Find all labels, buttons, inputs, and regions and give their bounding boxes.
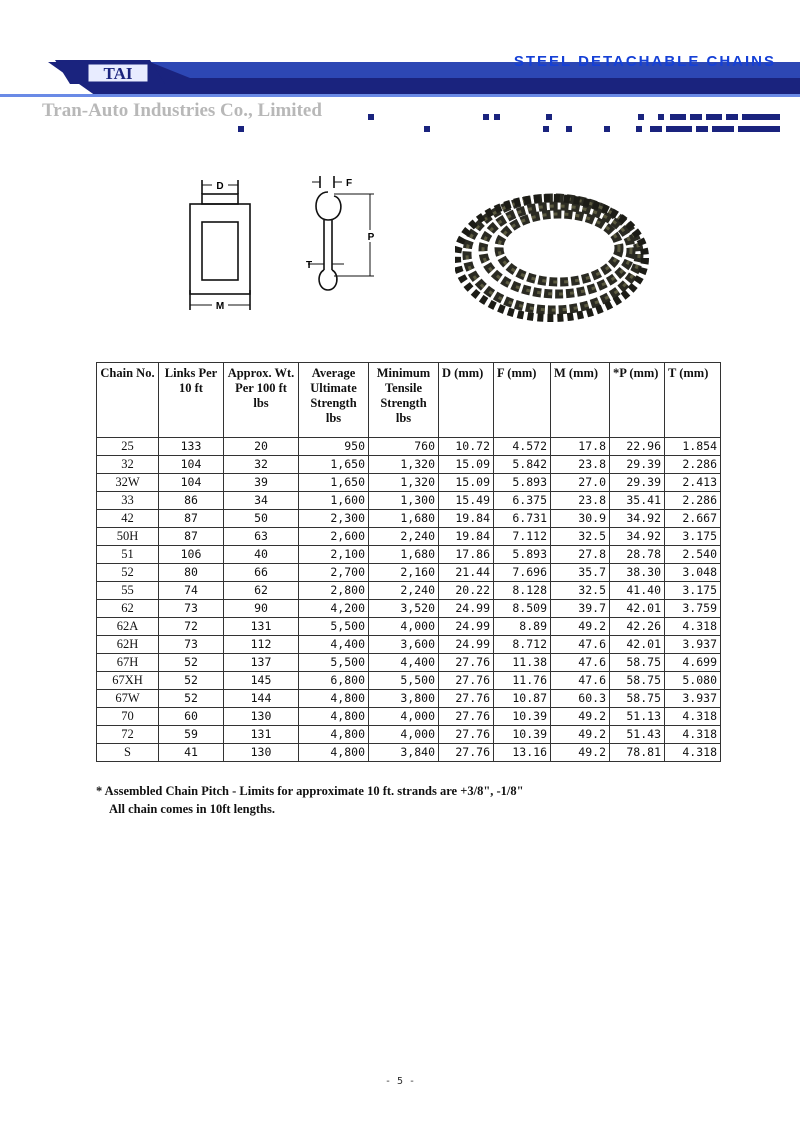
table-cell: 2,600 [299,528,369,546]
col-header: F (mm) [494,363,551,438]
table-cell: 73 [159,600,224,618]
table-cell: 78.81 [610,744,665,762]
col-header: Links Per 10 ft [159,363,224,438]
table-cell: 4,800 [299,708,369,726]
table-cell: 42.01 [610,600,665,618]
table-row [97,492,721,510]
table-cell: 6,800 [299,672,369,690]
table-cell: 2.413 [665,474,721,492]
page-title: STEEL DETACHABLE CHAINS [513,53,776,70]
table-cell: 32 [224,456,299,474]
table-cell: 4,800 [299,726,369,744]
table-cell: 8.128 [494,582,551,600]
col-header: Average Ultimate Strength lbs [299,363,369,438]
table-cell: 34 [224,492,299,510]
table-row [97,726,721,744]
table-cell: 2.540 [665,546,721,564]
table-cell: 4.572 [494,438,551,456]
table-cell: 60 [159,708,224,726]
table-cell: 34.92 [610,510,665,528]
dim-label-d: D [216,181,224,192]
table-cell: 35.41 [610,492,665,510]
table-row [97,474,721,492]
table-row [97,654,721,672]
table-cell: 35.7 [551,564,610,582]
table-cell: 32.5 [551,528,610,546]
table-cell: 52 [159,672,224,690]
table-cell: 23.8 [551,492,610,510]
col-header: Chain No. [97,363,159,438]
table-cell: 49.2 [551,744,610,762]
table-cell: 7.112 [494,528,551,546]
table-cell: 24.99 [439,636,494,654]
table-row [97,546,721,564]
table-cell: 1,650 [299,456,369,474]
table-cell: 5.893 [494,546,551,564]
table-header-row [97,363,721,438]
table-cell: 6.375 [494,492,551,510]
table-cell: 27.0 [551,474,610,492]
table-cell: 5,500 [299,654,369,672]
table-cell: 72 [97,726,159,744]
table-cell: 3,800 [369,690,439,708]
table-cell: 55 [97,582,159,600]
table-cell: 51 [97,546,159,564]
table-cell: 10.72 [439,438,494,456]
table-cell: 38.30 [610,564,665,582]
table-cell: 72 [159,618,224,636]
table-cell: 4,800 [299,690,369,708]
table-body [97,438,721,762]
col-header: Minimum Tensile Strength lbs [369,363,439,438]
table-cell: 3.048 [665,564,721,582]
table-cell: 19.84 [439,510,494,528]
table-cell: 41 [159,744,224,762]
table-cell: 86 [159,492,224,510]
table-cell: 5.080 [665,672,721,690]
col-header: T (mm) [665,363,721,438]
table-row [97,618,721,636]
table-cell: 29.39 [610,474,665,492]
table-cell: 1,680 [369,546,439,564]
table-cell: 5,500 [299,618,369,636]
table-cell: 5,500 [369,672,439,690]
table-row [97,708,721,726]
table-cell: 4,400 [369,654,439,672]
table-cell: 22.96 [610,438,665,456]
col-header: M (mm) [551,363,610,438]
header-rule [0,94,800,97]
table-cell: 15.49 [439,492,494,510]
table-cell: 2,800 [299,582,369,600]
table-cell: 3.937 [665,636,721,654]
table-cell: 19.84 [439,528,494,546]
table-cell: 2,100 [299,546,369,564]
dim-label-t: T [306,260,313,271]
table-cell: 10.39 [494,726,551,744]
col-header: *P (mm) [610,363,665,438]
table-cell: 74 [159,582,224,600]
table-cell: 4,800 [299,744,369,762]
table-cell: 70 [97,708,159,726]
table-row [97,438,721,456]
table-cell: 17.8 [551,438,610,456]
table-cell: 52 [159,690,224,708]
table-cell: 131 [224,726,299,744]
table-cell: 8.712 [494,636,551,654]
table-cell: 950 [299,438,369,456]
table-cell: 104 [159,456,224,474]
table-cell: 2.667 [665,510,721,528]
table-row [97,600,721,618]
company-name: Tran-Auto Industries Co., Limited [42,100,322,121]
front-view-drawing [180,172,270,317]
table-cell: 60.3 [551,690,610,708]
table-cell: 47.6 [551,636,610,654]
table-cell: 133 [159,438,224,456]
table-cell: 90 [224,600,299,618]
table-cell: 3.175 [665,582,721,600]
table-cell: 3,840 [369,744,439,762]
table-cell: 47.6 [551,672,610,690]
table-cell: 62 [224,582,299,600]
table-cell: 2.286 [665,492,721,510]
table-cell: 1,320 [369,474,439,492]
header-dot-pattern [0,108,800,138]
table-cell: 3,520 [369,600,439,618]
table-cell: 15.09 [439,474,494,492]
table-cell: 62H [97,636,159,654]
table-cell: 4,000 [369,618,439,636]
table-cell: 760 [369,438,439,456]
table-cell: 2,240 [369,528,439,546]
table-cell: 52 [97,564,159,582]
dim-label-p: P [367,232,375,243]
table-cell: 80 [159,564,224,582]
table-cell: 49.2 [551,708,610,726]
table-cell: 145 [224,672,299,690]
table-cell: 4.318 [665,726,721,744]
footnote-pitch: * Assembled Chain Pitch - Limits for approximate 10 ft. strands are +3/8", -1/8" [96,784,524,798]
table-cell: 11.76 [494,672,551,690]
table-cell: 4,200 [299,600,369,618]
table-cell: 106 [159,546,224,564]
table-cell: 4.318 [665,708,721,726]
table-cell: 30.9 [551,510,610,528]
table-cell: 3.937 [665,690,721,708]
page-header [0,0,800,150]
table-cell: 24.99 [439,618,494,636]
table-row [97,690,721,708]
table-cell: 33 [97,492,159,510]
table-cell: 27.76 [439,744,494,762]
table-cell: 51.13 [610,708,665,726]
table-cell: 49.2 [551,726,610,744]
table-cell: 2,240 [369,582,439,600]
table-cell: 112 [224,636,299,654]
table-cell: 2.286 [665,456,721,474]
table-cell: 20 [224,438,299,456]
col-header: Approx. Wt. Per 100 ft lbs [224,363,299,438]
table-cell: 4,400 [299,636,369,654]
table-cell: 66 [224,564,299,582]
table-cell: 10.39 [494,708,551,726]
table-cell: 2,160 [369,564,439,582]
table-cell: 130 [224,708,299,726]
table-cell: 104 [159,474,224,492]
table-cell: 63 [224,528,299,546]
tai-logo [55,60,165,84]
table-cell: 4.699 [665,654,721,672]
table-cell: 3.175 [665,528,721,546]
page-number: - 5 - [384,1076,416,1087]
table-row [97,528,721,546]
table-cell: 25 [97,438,159,456]
table-cell: 4,000 [369,726,439,744]
table-cell: 87 [159,510,224,528]
table-cell: 8.89 [494,618,551,636]
table-cell: 144 [224,690,299,708]
table-cell: 62 [97,600,159,618]
table-cell: 28.78 [610,546,665,564]
table-cell: 23.8 [551,456,610,474]
table-cell: 21.44 [439,564,494,582]
table-cell: 59 [159,726,224,744]
table-cell: 20.22 [439,582,494,600]
table-cell: 13.16 [494,744,551,762]
table-cell: 1,600 [299,492,369,510]
table-cell: 6.731 [494,510,551,528]
table-cell: 73 [159,636,224,654]
logo-text: TAI [103,64,133,83]
table-cell: 5.842 [494,456,551,474]
table-row [97,456,721,474]
table-row [97,744,721,762]
table-cell: 62A [97,618,159,636]
table-cell: 58.75 [610,654,665,672]
table-row [97,564,721,582]
table-cell: 58.75 [610,672,665,690]
table-cell: 32W [97,474,159,492]
table-cell: 40 [224,546,299,564]
table-cell: 42.26 [610,618,665,636]
table-row [97,672,721,690]
table-cell: 8.509 [494,600,551,618]
table-cell: 1,300 [369,492,439,510]
dim-label-f: F [346,178,353,189]
table-row [97,582,721,600]
chain-spec-table [96,362,721,762]
table-cell: 137 [224,654,299,672]
chain-coil-photo [455,176,651,326]
table-cell: 49.2 [551,618,610,636]
table-cell: 5.893 [494,474,551,492]
table-cell: 87 [159,528,224,546]
dim-label-m: M [215,301,225,312]
table-cell: 3,600 [369,636,439,654]
table-cell: 10.87 [494,690,551,708]
table-cell: 1,320 [369,456,439,474]
table-cell: 67XH [97,672,159,690]
table-cell: 4.318 [665,618,721,636]
table-cell: 27.76 [439,672,494,690]
table-cell: 50H [97,528,159,546]
table-cell: 50 [224,510,299,528]
table-cell: 131 [224,618,299,636]
table-cell: 58.75 [610,690,665,708]
table-cell: 27.76 [439,690,494,708]
table-cell: 42 [97,510,159,528]
table-cell: 4.318 [665,744,721,762]
table-cell: 17.86 [439,546,494,564]
col-header: D (mm) [439,363,494,438]
table-cell: 41.40 [610,582,665,600]
table-cell: 39.7 [551,600,610,618]
table-cell: 130 [224,744,299,762]
table-cell: 34.92 [610,528,665,546]
table-cell: 11.38 [494,654,551,672]
table-cell: 27.76 [439,654,494,672]
table-cell: 4,000 [369,708,439,726]
table-cell: 27.76 [439,708,494,726]
table-cell: 15.09 [439,456,494,474]
footnote-lengths: All chain comes in 10ft lengths. [109,802,275,816]
table-cell: 32 [97,456,159,474]
table-cell: 1.854 [665,438,721,456]
table-cell: 2,700 [299,564,369,582]
table-row [97,636,721,654]
table-cell: 2,300 [299,510,369,528]
table-cell: S [97,744,159,762]
table-cell: 24.99 [439,600,494,618]
table-cell: 42.01 [610,636,665,654]
table-row [97,510,721,528]
side-view-drawing [298,172,388,302]
table-cell: 67H [97,654,159,672]
table-cell: 3.759 [665,600,721,618]
table-cell: 67W [97,690,159,708]
table-cell: 29.39 [610,456,665,474]
table-cell: 39 [224,474,299,492]
table-cell: 27.8 [551,546,610,564]
table-cell: 51.43 [610,726,665,744]
table-cell: 47.6 [551,654,610,672]
table-cell: 32.5 [551,582,610,600]
table-cell: 27.76 [439,726,494,744]
table-cell: 1,680 [369,510,439,528]
table-cell: 1,650 [299,474,369,492]
table-cell: 52 [159,654,224,672]
table-cell: 7.696 [494,564,551,582]
